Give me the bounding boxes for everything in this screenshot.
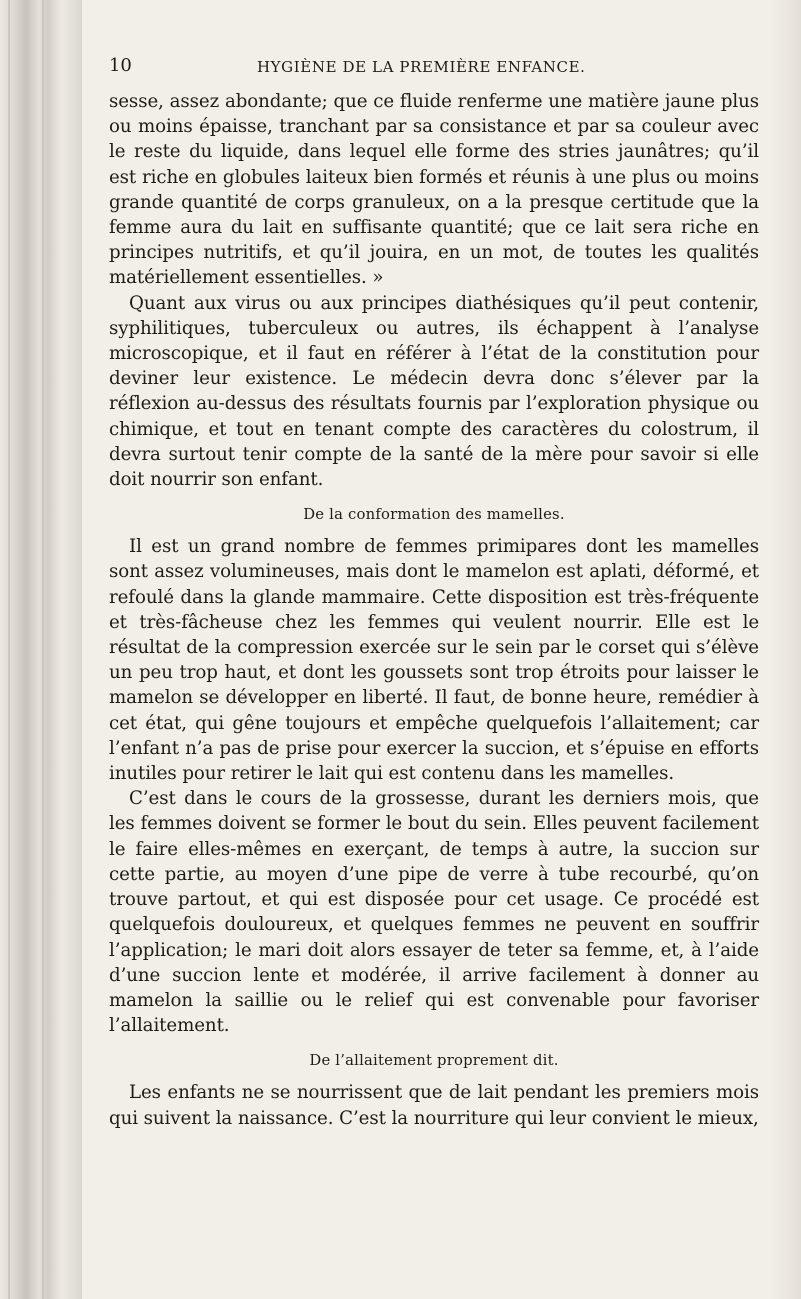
section-spacing [109, 1038, 759, 1050]
paragraph-2: Quant aux virus ou aux principes diathésiques qu’il peut contenir, syphilitiques, tuberculeux ou autres, ils échappent à l’analyse microscopique, et il faut en référer à l’état de la constitution pour deviner leur existence. Le médecin devra donc s’élever par la réflexion au-dessus des résultats fournis par l’exploration physique ou chimique, et tout en tenant compte des caractères du colostrum, il devra surtout tenir compte de la santé de la mère pour savoir si elle doit nourrir son enfant. [109, 292, 759, 491]
section-heading-allaitement: De l’allaitement proprement dit. [309, 1052, 559, 1070]
book-gutter [0, 0, 82, 1299]
running-head: HYGIÈNE DE LA PREMIÈRE ENFANCE. [257, 58, 586, 76]
page-number: 10 [109, 55, 132, 76]
page-edge [769, 0, 801, 1299]
section-heading-conformation: De la conformation des mamelles. [303, 506, 565, 524]
paragraph-1: sesse, assez abondante; que ce fluide renferme une matière jaune plus ou moins épaisse, tranchant par sa consistance et par sa couleur avec le reste du liquide, dans lequel elle forme des stries jaunâtres; qu’il est riche en globules laiteux bien formés et réunis à une plus ou moins grande quantité de corps granuleux, on a la presque certitude que la femme aura du lait en suffisante quantité; que ce lait sera riche en principes nutritifs, et qu’il jouira, en un mot, de toutes les qualités matériellement essentielles. » [109, 91, 759, 289]
paragraph-4: C’est dans le cours de la grossesse, durant les derniers mois, que les femmes doivent se former le bout du sein. Elles peuvent facilement le faire elles-mêmes en exerçant, de temps à autre, la succion sur cette partie, au moyen d’une pipe de verre à tube recourbé, qu’on trouve partout, et qui est disposée pour cet usage. Ce procédé est quelquefois douloureux, et quelques femmes ne peuvent en souffrir l’application; le mari doit alors essayer de teter sa femme, et, à l’aide d’une succion lente et modérée, il arrive facilement à donner au mamelon la saillie ou le relief qui est convenable pour favoriser l’allaitement. [109, 788, 759, 1037]
paragraph-5: Les enfants ne se nourrissent que de lait pendant les premiers mois qui suivent la naissance. C’est la nourriture qui leur convient le mieux, [109, 1082, 759, 1129]
book-page [109, 55, 759, 1131]
page-header [109, 55, 759, 83]
section-spacing [109, 492, 759, 504]
paragraph-3: Il est un grand nombre de femmes primipares dont les mamelles sont assez volumineuses, mais dont le mamelon est aplati, déformé, et refoulé dans la glande mammaire. Cette disposition est très-fréquente et très-fâcheuse chez les femmes qui veulent nourrir. Elle est le résultat de la compression exercée sur le sein par le corset qui s’élève un peu trop haut, et dont les goussets sont trop étroits pour laisser le mamelon se développer en liberté. Il faut, de bonne heure, remédier à cet état, qui gêne toujours et empêche quelquefois l’allaitement; car l’enfant n’a pas de prise pour exercer la succion, et s’épuise en efforts inutiles pour retirer le lait qui est contenu dans les mamelles. [109, 536, 759, 785]
